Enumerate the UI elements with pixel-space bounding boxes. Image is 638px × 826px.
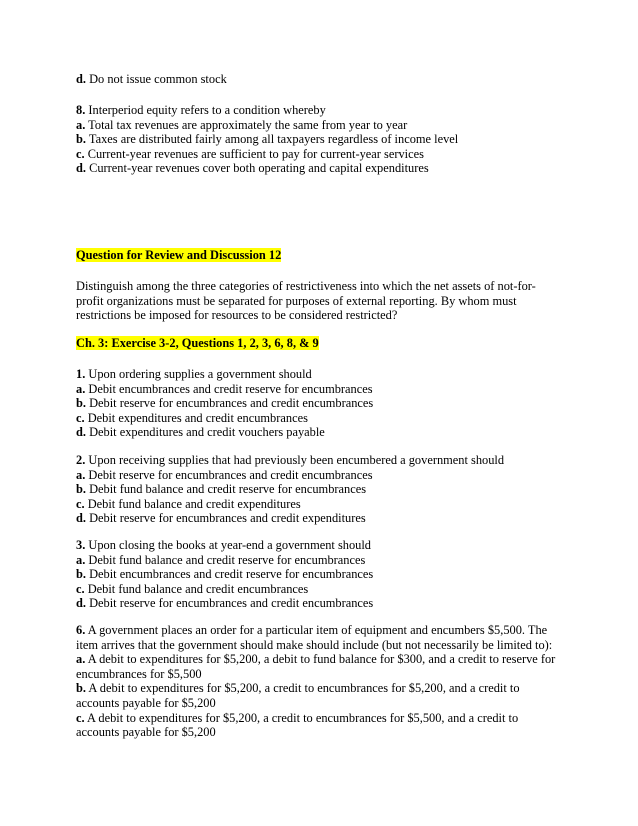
question-1 xyxy=(76,367,576,440)
option-text: Debit reserve for encumbrances and credit expenditures xyxy=(86,511,366,526)
option-letter: c. xyxy=(76,710,85,725)
option-letter: b. xyxy=(76,396,86,411)
question-6 xyxy=(76,623,576,740)
option-text: Debit reserve for encumbrances and credit encumbrances xyxy=(86,596,374,611)
option-letter: b. xyxy=(76,567,86,582)
option-a xyxy=(76,382,576,397)
paragraph-line: profit organizations must be separated for purposes of external reporting. By whom must xyxy=(76,293,517,308)
question-number: 6. xyxy=(76,623,86,637)
option-text: Do not issue common stock xyxy=(86,72,227,86)
stem-text: A government places an order for a particular item of equipment and encumbers $5,500. The xyxy=(85,623,548,637)
question-3 xyxy=(76,538,576,611)
question-number: 3. xyxy=(76,538,86,552)
option-letter: c. xyxy=(76,496,85,511)
option-text: Debit expenditures and credit vouchers payable xyxy=(86,425,325,440)
exercise-heading xyxy=(76,336,576,351)
question-stem xyxy=(76,453,576,468)
option-letter: c. xyxy=(76,410,85,425)
stem-text: Upon ordering supplies a government should xyxy=(85,367,312,381)
option-b xyxy=(76,567,576,582)
option-letter: b. xyxy=(76,482,86,497)
option-text: A debit to expenditures for $5,200, a debit to fund balance for $300, and a credit to reserve for xyxy=(85,652,556,667)
option-text: A debit to expenditures for $5,200, a credit to encumbrances for $5,200, and a credit to xyxy=(86,681,520,696)
option-a xyxy=(76,468,576,483)
option-letter: a. xyxy=(76,552,86,567)
option-text: Debit reserve for encumbrances and credit encumbrances xyxy=(86,396,374,411)
highlighted-heading: Question for Review and Discussion 12 xyxy=(76,248,282,262)
option-b xyxy=(76,681,576,696)
option-text: Total tax revenues are approximately the same from year to year xyxy=(85,117,408,132)
option-text: A debit to expenditures for $5,200, a credit to encumbrances for $5,500, and a credit to xyxy=(84,710,519,725)
option-text: Debit fund balance and credit expenditures xyxy=(84,496,301,511)
option-text: Debit reserve for encumbrances and credit encumbrances xyxy=(85,467,373,482)
option-letter: a. xyxy=(76,467,86,482)
option-text: Debit fund balance and credit encumbrances xyxy=(84,581,309,596)
stem-text: Upon closing the books at year-end a government should xyxy=(85,538,372,552)
option-letter: b. xyxy=(76,681,86,696)
option-text: Debit encumbrances and credit reserve for encumbrances xyxy=(85,381,373,396)
option-text: Current-year revenues cover both operating and capital expenditures xyxy=(86,161,429,176)
option-c xyxy=(76,582,576,597)
option-text: Current-year revenues are sufficient to pay for current-year services xyxy=(84,146,424,161)
question-7-tail xyxy=(76,72,576,87)
stem-text-continued: item arrives that the government should make should include (but not necessarily be limited to): xyxy=(76,637,553,652)
option-text-continued: accounts payable for $5,200 xyxy=(76,725,216,740)
option-d xyxy=(76,596,576,611)
option-letter: a. xyxy=(76,117,86,132)
option-a xyxy=(76,652,576,667)
option-letter: d. xyxy=(76,596,86,611)
option-b xyxy=(76,396,576,411)
option-letter: b. xyxy=(76,132,86,147)
question-8 xyxy=(76,103,576,176)
option-letter: d. xyxy=(76,425,86,440)
option-text: Debit encumbrances and credit reserve for encumbrances xyxy=(86,567,374,582)
option-text-continued: accounts payable for $5,200 xyxy=(76,695,216,710)
option-letter: c. xyxy=(76,146,85,161)
stem-text: Interperiod equity refers to a condition whereby xyxy=(85,103,326,117)
question-number: 2. xyxy=(76,453,86,467)
question-stem xyxy=(76,367,576,382)
paragraph-line: restrictions be imposed for resources to be considered restricted? xyxy=(76,308,398,323)
option-letter: d. xyxy=(76,161,86,176)
option-letter: a. xyxy=(76,381,86,396)
option-a xyxy=(76,118,576,133)
option-letter: d. xyxy=(76,511,86,526)
review-section xyxy=(76,248,576,263)
stem-text: Upon receiving supplies that had previously been encumbered a government should xyxy=(85,453,505,467)
option-d xyxy=(76,511,576,526)
option-c xyxy=(76,147,576,162)
question-stem xyxy=(76,538,576,553)
review-paragraph xyxy=(76,279,576,323)
option-c xyxy=(76,497,576,512)
option-text: Debit expenditures and credit encumbrances xyxy=(84,410,308,425)
option-letter: c. xyxy=(76,581,85,596)
option-d xyxy=(76,425,576,440)
highlighted-heading: Ch. 3: Exercise 3-2, Questions 1, 2, 3, 6, 8, & 9 xyxy=(76,336,319,350)
option-letter: a. xyxy=(76,652,86,667)
option-c xyxy=(76,411,576,426)
paragraph-line: Distinguish among the three categories of restrictiveness into which the net assets of not-for- xyxy=(76,279,536,293)
question-number: 8. xyxy=(76,103,86,117)
option-c xyxy=(76,711,576,726)
review-heading xyxy=(76,248,576,263)
option-text: Debit fund balance and credit reserve for encumbrances xyxy=(85,552,366,567)
question-number: 1. xyxy=(76,367,86,381)
exercise-section xyxy=(76,336,576,351)
question-2 xyxy=(76,453,576,526)
option-text-continued: encumbrances for $5,500 xyxy=(76,666,202,681)
option-d xyxy=(76,161,576,176)
option-a xyxy=(76,553,576,568)
option-text: Taxes are distributed fairly among all taxpayers regardless of income level xyxy=(86,132,459,147)
option-letter: d. xyxy=(76,72,86,86)
question-stem xyxy=(76,103,576,118)
option-b xyxy=(76,482,576,497)
option-b xyxy=(76,132,576,147)
option-d xyxy=(76,72,576,87)
option-text: Debit fund balance and credit reserve for encumbrances xyxy=(86,482,367,497)
question-stem xyxy=(76,623,576,638)
